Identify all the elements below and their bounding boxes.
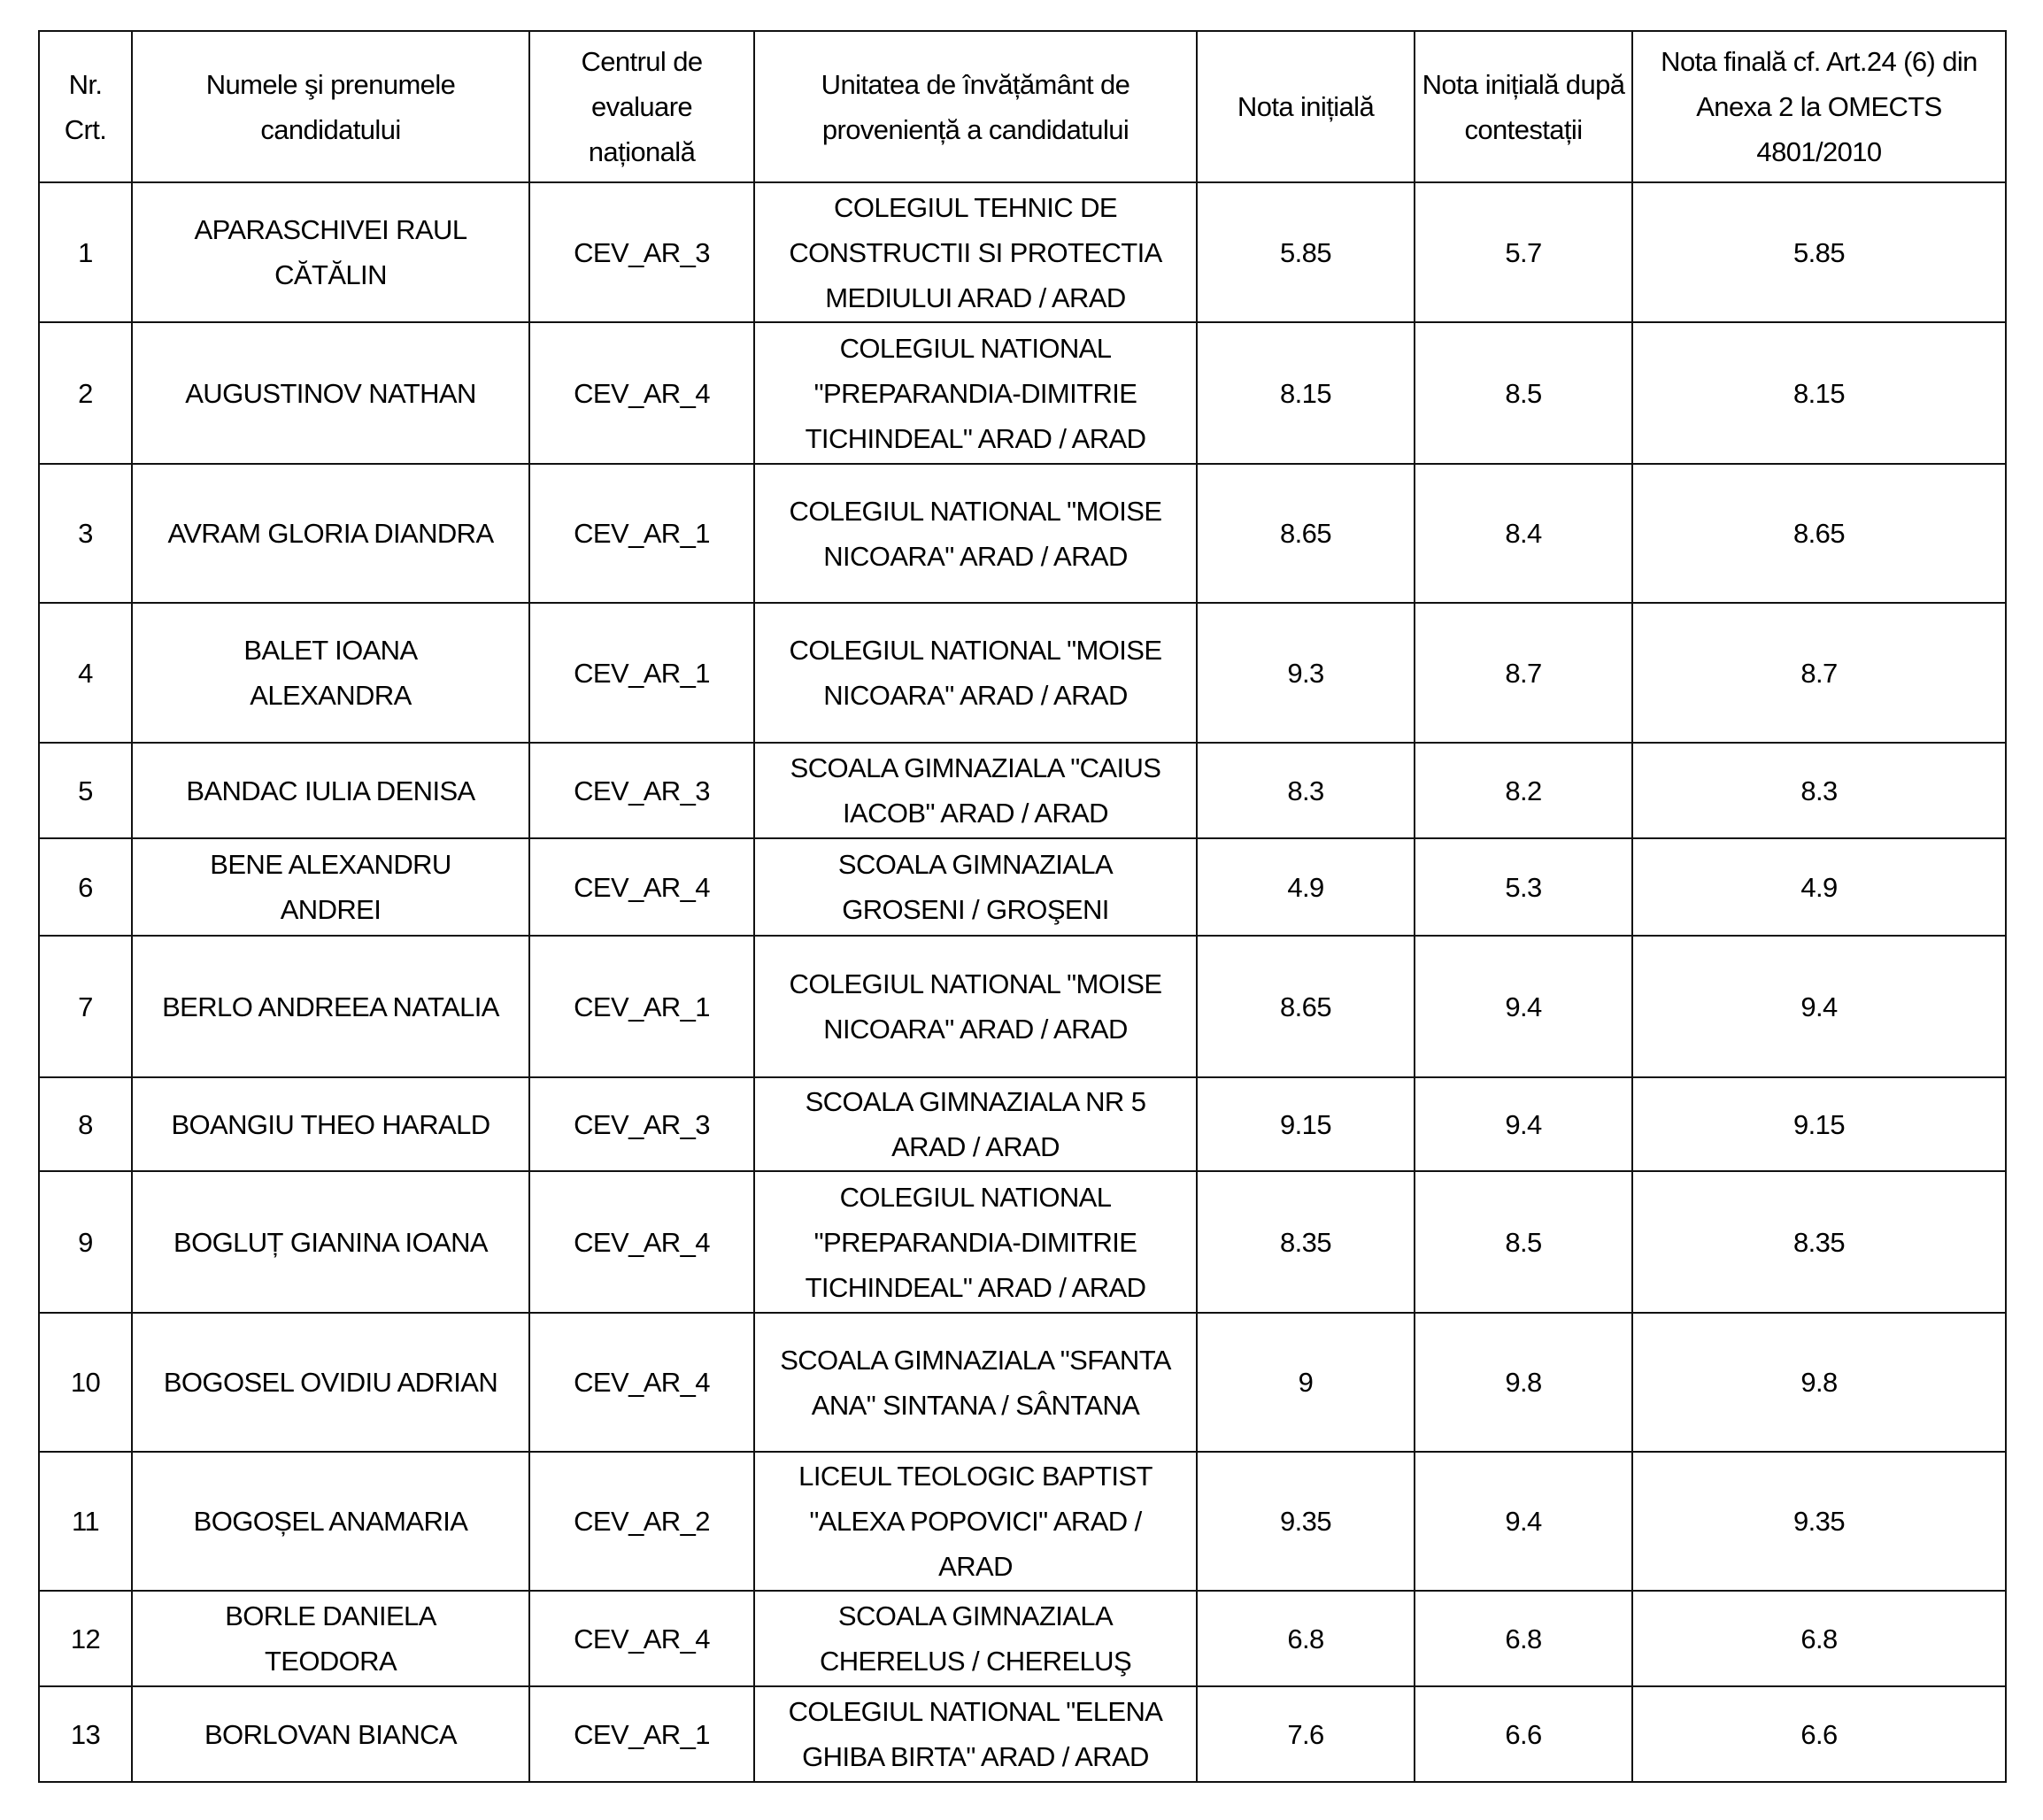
cell-final: 9.15: [1632, 1077, 2006, 1171]
header-initial: Nota inițială: [1197, 31, 1415, 182]
table-row: [39, 1313, 2006, 1452]
cell-center: CEV_AR_4: [529, 1313, 754, 1452]
cell-center: CEV_AR_1: [529, 603, 754, 743]
cell-after-appeal: 5.3: [1415, 838, 1632, 936]
cell-nr: 2: [39, 322, 132, 464]
table-row: [39, 838, 2006, 936]
cell-nr: 5: [39, 743, 132, 838]
cell-center: CEV_AR_3: [529, 182, 754, 322]
cell-after-appeal: 8.5: [1415, 1171, 1632, 1313]
cell-center: CEV_AR_4: [529, 322, 754, 464]
cell-after-appeal: 8.4: [1415, 464, 1632, 603]
table-row: [39, 936, 2006, 1077]
cell-initial: 8.15: [1197, 322, 1415, 464]
cell-initial: 8.65: [1197, 936, 1415, 1077]
cell-center: CEV_AR_4: [529, 838, 754, 936]
table-row: [39, 1077, 2006, 1171]
cell-final: 8.3: [1632, 743, 2006, 838]
cell-nr: 11: [39, 1452, 132, 1591]
cell-initial: 7.6: [1197, 1686, 1415, 1782]
cell-name: BORLE DANIELA TEODORA: [132, 1591, 529, 1686]
cell-final: 8.35: [1632, 1171, 2006, 1313]
cell-nr: 12: [39, 1591, 132, 1686]
cell-nr: 8: [39, 1077, 132, 1171]
cell-school: LICEUL TEOLOGIC BAPTIST "ALEXA POPOVICI" ARAD / ARAD: [754, 1452, 1197, 1591]
cell-final: 5.85: [1632, 182, 2006, 322]
cell-initial: 9: [1197, 1313, 1415, 1452]
cell-school: SCOALA GIMNAZIALA "SFANTA ANA" SINTANA / SÂNTANA: [754, 1313, 1197, 1452]
cell-after-appeal: 8.2: [1415, 743, 1632, 838]
cell-name: AVRAM GLORIA DIANDRA: [132, 464, 529, 603]
cell-name: BOGOSEL OVIDIU ADRIAN: [132, 1313, 529, 1452]
cell-initial: 8.65: [1197, 464, 1415, 603]
cell-center: CEV_AR_1: [529, 1686, 754, 1782]
cell-school: COLEGIUL NATIONAL "ELENA GHIBA BIRTA" ARAD / ARAD: [754, 1686, 1197, 1782]
cell-after-appeal: 6.6: [1415, 1686, 1632, 1782]
cell-after-appeal: 5.7: [1415, 182, 1632, 322]
cell-nr: 10: [39, 1313, 132, 1452]
cell-nr: 6: [39, 838, 132, 936]
header-final: Nota finală cf. Art.24 (6) din Anexa 2 la OMECTS 4801/2010: [1632, 31, 2006, 182]
cell-center: CEV_AR_3: [529, 743, 754, 838]
header-center: Centrul de evaluare națională: [529, 31, 754, 182]
cell-school: SCOALA GIMNAZIALA NR 5 ARAD / ARAD: [754, 1077, 1197, 1171]
header-after-appeal: Nota inițială după contestații: [1415, 31, 1632, 182]
table-row: [39, 1591, 2006, 1686]
table-row: [39, 743, 2006, 838]
table-row: [39, 603, 2006, 743]
cell-name: AUGUSTINOV NATHAN: [132, 322, 529, 464]
cell-center: CEV_AR_2: [529, 1452, 754, 1591]
cell-after-appeal: 6.8: [1415, 1591, 1632, 1686]
header-nr: Nr. Crt.: [39, 31, 132, 182]
cell-name: BOANGIU THEO HARALD: [132, 1077, 529, 1171]
table-row: [39, 182, 2006, 322]
cell-center: CEV_AR_3: [529, 1077, 754, 1171]
cell-after-appeal: 8.5: [1415, 322, 1632, 464]
cell-name: BOGLUȚ GIANINA IOANA: [132, 1171, 529, 1313]
cell-nr: 9: [39, 1171, 132, 1313]
cell-school: COLEGIUL NATIONAL "MOISE NICOARA" ARAD / ARAD: [754, 603, 1197, 743]
cell-name: BOGOȘEL ANAMARIA: [132, 1452, 529, 1591]
cell-school: COLEGIUL NATIONAL "PREPARANDIA-DIMITRIE TICHINDEAL" ARAD / ARAD: [754, 1171, 1197, 1313]
table-row: [39, 1171, 2006, 1313]
cell-name: BENE ALEXANDRU ANDREI: [132, 838, 529, 936]
header-school: Unitatea de învățământ de proveniență a candidatului: [754, 31, 1197, 182]
cell-final: 9.4: [1632, 936, 2006, 1077]
cell-initial: 5.85: [1197, 182, 1415, 322]
cell-center: CEV_AR_4: [529, 1171, 754, 1313]
cell-nr: 13: [39, 1686, 132, 1782]
cell-final: 6.8: [1632, 1591, 2006, 1686]
cell-school: SCOALA GIMNAZIALA "CAIUS IACOB" ARAD / ARAD: [754, 743, 1197, 838]
cell-final: 8.7: [1632, 603, 2006, 743]
results-table-container: [38, 30, 2007, 1783]
cell-nr: 3: [39, 464, 132, 603]
table-row: [39, 322, 2006, 464]
cell-name: APARASCHIVEI RAUL CĂTĂLIN: [132, 182, 529, 322]
table-row: [39, 1452, 2006, 1591]
cell-name: BALET IOANA ALEXANDRA: [132, 603, 529, 743]
cell-initial: 9.15: [1197, 1077, 1415, 1171]
cell-school: SCOALA GIMNAZIALA CHERELUS / CHERELUŞ: [754, 1591, 1197, 1686]
cell-initial: 6.8: [1197, 1591, 1415, 1686]
cell-final: 6.6: [1632, 1686, 2006, 1782]
cell-center: CEV_AR_4: [529, 1591, 754, 1686]
table-row: [39, 1686, 2006, 1782]
header-name: Numele şi prenumele candidatului: [132, 31, 529, 182]
cell-after-appeal: 9.8: [1415, 1313, 1632, 1452]
cell-final: 9.35: [1632, 1452, 2006, 1591]
cell-initial: 8.3: [1197, 743, 1415, 838]
table-row: [39, 464, 2006, 603]
cell-center: CEV_AR_1: [529, 464, 754, 603]
cell-school: COLEGIUL TEHNIC DE CONSTRUCTII SI PROTECTIA MEDIULUI ARAD / ARAD: [754, 182, 1197, 322]
cell-initial: 9.3: [1197, 603, 1415, 743]
cell-school: COLEGIUL NATIONAL "MOISE NICOARA" ARAD / ARAD: [754, 936, 1197, 1077]
cell-after-appeal: 9.4: [1415, 936, 1632, 1077]
cell-school: COLEGIUL NATIONAL "PREPARANDIA-DIMITRIE TICHINDEAL" ARAD / ARAD: [754, 322, 1197, 464]
cell-school: SCOALA GIMNAZIALA GROSENI / GROŞENI: [754, 838, 1197, 936]
cell-final: 4.9: [1632, 838, 2006, 936]
cell-final: 8.65: [1632, 464, 2006, 603]
cell-after-appeal: 9.4: [1415, 1077, 1632, 1171]
cell-name: BANDAC IULIA DENISA: [132, 743, 529, 838]
cell-final: 8.15: [1632, 322, 2006, 464]
header-row: [39, 31, 2006, 182]
cell-after-appeal: 9.4: [1415, 1452, 1632, 1591]
cell-nr: 1: [39, 182, 132, 322]
cell-name: BORLOVAN BIANCA: [132, 1686, 529, 1782]
cell-initial: 8.35: [1197, 1171, 1415, 1313]
cell-nr: 7: [39, 936, 132, 1077]
cell-school: COLEGIUL NATIONAL "MOISE NICOARA" ARAD / ARAD: [754, 464, 1197, 603]
results-table: [38, 30, 2007, 1783]
cell-initial: 9.35: [1197, 1452, 1415, 1591]
cell-center: CEV_AR_1: [529, 936, 754, 1077]
cell-final: 9.8: [1632, 1313, 2006, 1452]
cell-name: BERLO ANDREEA NATALIA: [132, 936, 529, 1077]
cell-after-appeal: 8.7: [1415, 603, 1632, 743]
cell-initial: 4.9: [1197, 838, 1415, 936]
cell-nr: 4: [39, 603, 132, 743]
